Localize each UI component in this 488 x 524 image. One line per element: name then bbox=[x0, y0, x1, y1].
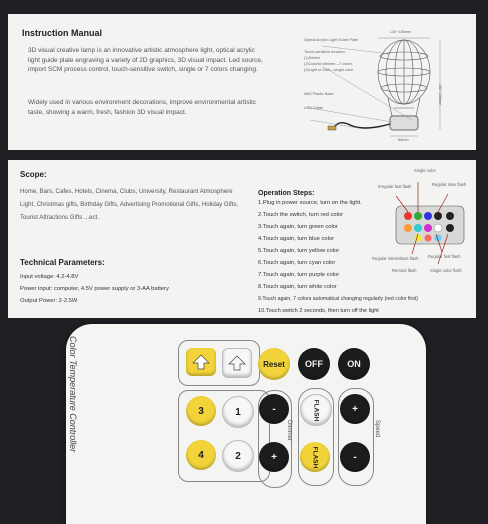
on-button[interactable]: ON bbox=[338, 348, 370, 380]
label-single-color: Single color bbox=[414, 168, 436, 173]
dim-height: 190~235mm bbox=[438, 84, 442, 106]
off-button[interactable]: OFF bbox=[298, 348, 330, 380]
label-irregular-fast: Irregular fast flash bbox=[378, 184, 412, 189]
button-4[interactable]: 4 bbox=[186, 440, 216, 470]
light-up-button[interactable] bbox=[186, 348, 216, 376]
dimmer-label: Dimmer bbox=[286, 420, 292, 441]
manual-intro: 3D visual creative lamp is an innovative artistic atmosphere light, optical acrylic light guide plate engraving a variety of 2D graphics, 3D visual impact. Led source, import SCM process control, touch-sensitive switch, single or 7 colors changing. bbox=[28, 47, 263, 74]
step-8: 8.Touch again, turn white color bbox=[258, 284, 337, 290]
touch-2: (2)Colorful dimmer---7 colors bbox=[304, 62, 353, 66]
button-3[interactable]: 3 bbox=[186, 396, 216, 426]
acrylic-label: Optical Acrylic Light Guide Plate bbox=[304, 38, 359, 42]
instruction-manual-card bbox=[8, 14, 476, 150]
remote-side-label: Color Temperature Controller bbox=[68, 336, 78, 453]
input-voltage: Input voltage: 4.2-4.8V bbox=[20, 274, 79, 280]
touch-3: (3)Light or Dark---single color bbox=[304, 68, 354, 72]
speed-plus-button[interactable]: + bbox=[340, 394, 370, 424]
dimmer-plus-button[interactable]: + bbox=[259, 442, 289, 472]
label-regular-intermittent: Regular intermittent flash bbox=[372, 256, 419, 261]
step-6: 6.Touch again, turn cyan color bbox=[258, 260, 336, 266]
button-2[interactable]: 2 bbox=[222, 440, 254, 472]
label-remind-flash: Remind flash bbox=[392, 268, 417, 273]
tech-title: Technical Parameters: bbox=[20, 258, 105, 267]
speed-label: Speed bbox=[374, 420, 380, 438]
light-down-button[interactable] bbox=[222, 348, 252, 378]
remote-control bbox=[66, 324, 426, 524]
reset-button[interactable]: Reset bbox=[258, 348, 290, 380]
step-3: 3.Touch again, turn green color bbox=[258, 224, 338, 230]
step-9: 9.Touch again, 7 colors automatical changing regularly (red color first) bbox=[258, 296, 419, 302]
label-regular-fast: Regular fast flash bbox=[428, 254, 461, 259]
manual-widely: Widely used in various environment decorations, improve environmental artistic taste, showing a warm, fresh, fashion 3D visual impact. bbox=[28, 99, 256, 116]
step-7: 7.Touch again, turn purple color bbox=[258, 272, 340, 278]
touch-1: (1)Switch bbox=[304, 56, 320, 60]
power-input: Power input: computer, 4.5V power supply or 3-AA battery bbox=[20, 286, 169, 292]
label-single-color-flash: Single color flash bbox=[430, 268, 462, 273]
flash-button-1[interactable] bbox=[300, 394, 332, 426]
operation-title: Operation Steps: bbox=[258, 190, 315, 197]
remote-side bbox=[58, 326, 98, 522]
step-1: 1.Plug in power source, turn on the light. bbox=[258, 200, 362, 206]
button-1[interactable]: 1 bbox=[222, 396, 254, 428]
flash-button-2[interactable] bbox=[300, 442, 330, 472]
flash-1-label: FLASH bbox=[312, 399, 320, 421]
scope-title: Scope: bbox=[20, 170, 47, 179]
manual-title: Instruction Manual bbox=[22, 28, 103, 38]
dim-width: L30~180mm bbox=[390, 30, 412, 34]
usb-label: USB Cable bbox=[304, 106, 323, 110]
scope-card bbox=[8, 160, 476, 318]
step-10: 10.Touch switch 2 seconds, then turn off the light bbox=[258, 308, 379, 314]
touch-label: Touch-sensitive function: bbox=[304, 50, 346, 54]
base-label: ABS Plastic Base bbox=[304, 92, 334, 96]
label-regular-slow: Regular slow flash bbox=[432, 182, 467, 187]
step-5: 5.Touch again, turn yellow color bbox=[258, 248, 340, 254]
step-4: 4.Touch again, turn blue color bbox=[258, 236, 335, 242]
step-2: 2.Touch the switch, turn red color bbox=[258, 212, 344, 218]
scope-text: Home, Bars, Cafes, Hotels, Cinema, Clubs, University, Restaurant Atmosphere Light, Christmas gifts, Birthday Gifts, Advertising Promotional Gifts, Holiday Gifts, Tourist Attractions Gifts ...ect. bbox=[20, 188, 239, 221]
dim-base: 85mm bbox=[398, 138, 409, 142]
lamp-bright-icon bbox=[192, 354, 210, 370]
dimmer-minus-button[interactable]: - bbox=[259, 394, 289, 424]
output-power: Output Power: 2-2.5W bbox=[20, 298, 78, 304]
speed-minus-button[interactable]: - bbox=[340, 442, 370, 472]
lamp-dim-icon bbox=[228, 355, 246, 371]
flash-2-label: FLASH bbox=[311, 446, 319, 468]
